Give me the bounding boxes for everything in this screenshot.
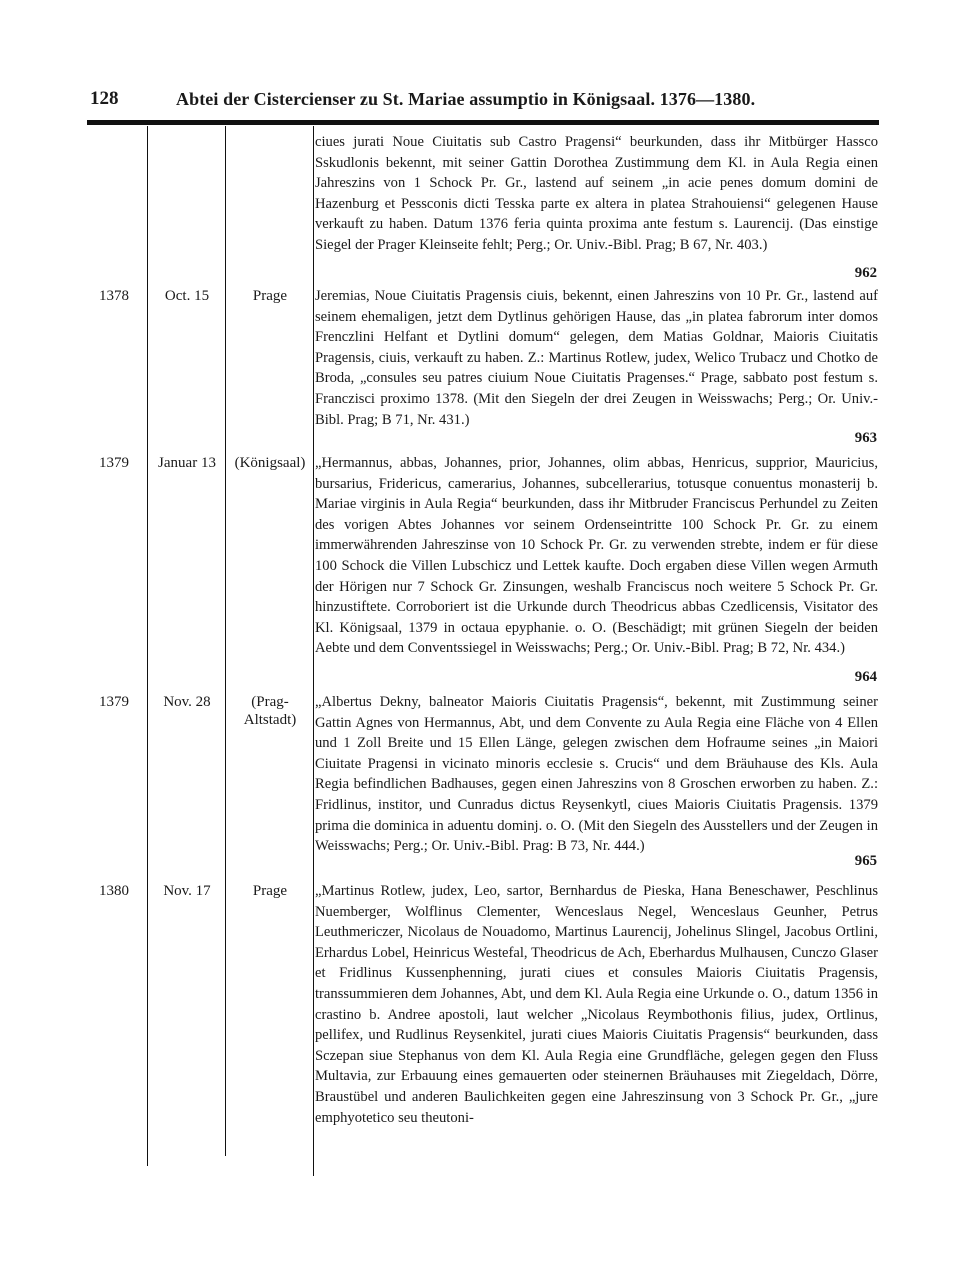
- page-header: [90, 88, 880, 114]
- entry-number: 964: [854, 669, 877, 685]
- entry-text: [315, 132, 878, 256]
- entry-place: Prage: [252, 288, 288, 304]
- entry-year: 1380: [99, 883, 129, 899]
- entry-year: 1379: [99, 694, 129, 710]
- header-rule: [87, 120, 879, 125]
- entry-place: (Prag-Altstadt): [243, 694, 297, 728]
- entry-number: 965: [854, 853, 877, 869]
- column-divider-date: [225, 126, 226, 1156]
- entry-place: (Königsaal): [234, 455, 306, 471]
- entry-date: Januar 13: [158, 455, 216, 471]
- entry-date: Nov. 17: [163, 883, 211, 899]
- entry-date: Nov. 28: [163, 694, 211, 710]
- entry-963-text: Jeremias, Noue Ciuitatis Pragensis ciuis, bekennt, einen Jahreszins von 10 Pr. Gr., lastend auf seinem ehemaligen, jetzt dem Dytlinus gehörigen Hause, das „in platea fabrorum inter domos Frenczlini Helfant et Dytlini domum“ gelegen, dem Matias Goldnar, Maioris Ciuitatis Pragensis, ciuis, verkauft zu haben. Z.: Martinus Rotlew, judex, Welico Trubacz und Chotko de Broda, „consules seu patres ciuium Noue Ciuitatis Pragenses.“ Prage, sabbato post festum s. Franczisci proximo 1378. (Mit den Siegeln der drei Zeugen in Weisswachs; Perg.; Or. Univ.-Bibl. Prag; B 71, Nr. 431.): [315, 288, 878, 428]
- entry-text: [315, 453, 878, 659]
- entry-966-text: „Martinus Rotlew, judex, Leo, sartor, Bernhardus de Pieska, Hana Beneschawer, Peschlinus Nuemberger, Wolflinus Clementer, Wenceslaus Negel, Wenceslaus Geunher, Petrus Leuthmericzer, Nicolaus de Nouadomo, Martinus Laurencij, Johelinus Slingel, Jacobus Ortlini, Erhardus Lobel, Heinricus Westefal, Theodricus de Ach, Eberhardus Mulhausen, Cunczo Glaser et Fridlinus Kussenphenning, jurati ciues et consules Maioris Ciuitatis Pragensis, transsummieren dem Johannes, Abt, und dem Kl. Aula Regia eine Urkunde o. O., datum 1356 in crastino b. Andree apostoli, laut welcher „Nicolaus Reymbothonis filius, judex, Ortlinus, pellifex, und Rudlinus Reysenkitel, jurati ciues Maioris Ciuitatis Pragensis“ beurkunden, dass Sczepan siue Stephanus von dem Kl. Aula Regia eine Grundfläche, gelegen gegen den Fluss Multavia, zur Erbauung eines gemauerten oder steinernen Bräuhauses mit Ziegeldach, Dörre, Braustübel und anderen Baulichkeiten gegen eine Jahreszinsung von 3 Schock Pr. Gr., „jure emphyotetico seu theutoni-: [315, 883, 878, 1126]
- entry-date: Oct. 15: [164, 288, 210, 304]
- entry-year: 1379: [99, 455, 129, 471]
- entry-text: [315, 692, 878, 857]
- entry-year: 1378: [99, 288, 129, 304]
- entry-number: 963: [854, 430, 877, 446]
- page-number: 128: [90, 88, 119, 109]
- entry-962-text: ciues jurati Noue Ciuitatis sub Castro Pragensi“ beurkunden, dass ihr Mitbürger Hassco Sskudlonis bekennt, mit seiner Gattin Dorothea Zustimmung dem Kl. in Aula Regia einen Jahreszins von 1 Schock Pr. Gr., lastend auf seinem „in acie penes domum domini de Hazenburg et Pessconis dicti Tesska parte ex altera in platea Strahouiensi“ gelegenen Hause verkauft zu haben. Datum 1376 feria quinta proxima ante festum s. Laurencij. (Das einstige Siegel der Prager Kleinseite fehlt; Perg.; Or. Univ.-Bibl. Prag; B 67, Nr. 403.): [315, 134, 878, 253]
- entry-text: [315, 286, 878, 430]
- entry-965-text: „Albertus Dekny, balneator Maioris Ciuitatis Pragensis“, bekennt, mit Zustimmung seiner Gattin Agnes von Hermannus, Abt, und dem Convente zu Aula Regia eine Fläche von 4 Ellen und 1 Zoll Breite und 15 Ellen Länge, gelegen zwischen dem Hofraume seines „in Maiori Ciuitate Pragensi in vicinato minoris ecclesie s. Crucis“ und dem Bräuhause des Kls. Aula Regia befindlichen Badhauses, gegen einen Jahreszins von 8 Groschen erworben zu haben. Z.: Fridlinus, institor, und Cunradus dictus Reysenkytl, ciues Maioris Ciuitatis Pragensis. 1379 prima die dominica in aduentu dominj. o. O. (Mit den Siegeln des Ausstellers und der Zeugen in Weisswachs; Perg.; Or. Univ.-Bibl. Prag: B 73, Nr. 444.): [315, 694, 878, 855]
- entry-964-text: „Hermannus, abbas, Johannes, prior, Johannes, olim abbas, Henricus, supprior, Mauricius, bursarius, Fridericus, camerarius, Johannes, subcellerarius, totusque conuentus monasterij b. Mariae virginis in Aula Regia“ beurkunden, dass ihr Mitbruder Franciscus Perhundel zu Zeiten des vorigen Abtes Johannes vor seinem Ordenseintritte 100 Schock Pr. Gr. zu einem immerwährenden Jahreszinse von 10 Schock Pr. Gr. zu verwenden strebte, indem er für diese 100 Schock die Villen Lubschicz und Lettek kaufte. Doch ergaben diese Villen wegen Armuth der Hörigen nur 7 Schock Gr. Zinsungen, weshalb Franciscus noch weitere 5 Schock Pr. Gr. hinzustiftete. Corroboriert ist die Urkunde durch Theodricus abbas Czedlicensis, Visitator des Kl. Königsaal, 1379 in octaua epyphanie. o. O. (Beschädigt; mit grünen Siegeln der beiden Aebte und dem Conventssiegel in Weisswachs; Perg.; Or. Univ.-Bibl. Prag; B 72, Nr. 434.): [315, 455, 878, 657]
- entry-place: Prage: [252, 883, 288, 899]
- entry-text: [315, 881, 878, 1128]
- column-divider-year: [147, 126, 148, 1166]
- running-title: Abtei der Cistercienser zu St. Mariae assumptio in Königsaal. 1376—1380.: [176, 89, 756, 109]
- column-divider-place: [313, 126, 314, 1176]
- entry-number: 962: [854, 265, 877, 281]
